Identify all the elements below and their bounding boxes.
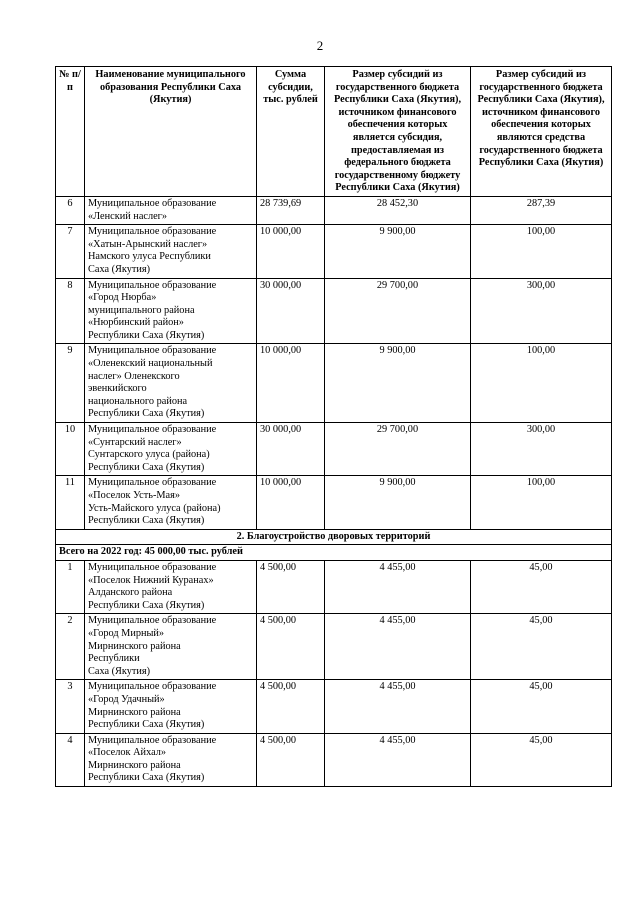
municipality-name bbox=[85, 614, 257, 680]
municipality-name-line: Алданского района bbox=[88, 587, 173, 599]
state-subsidy-amount: 29 700,00 bbox=[325, 423, 471, 476]
state-subsidy-amount: 4 455,00 bbox=[325, 560, 471, 613]
municipality-name-line: «Поселок Айхал» bbox=[88, 747, 167, 759]
table-body-part2 bbox=[56, 560, 612, 786]
municipality-name-line: «Город Мирный» bbox=[88, 627, 165, 639]
page-number: 2 bbox=[316, 38, 324, 53]
municipality-name-line: Республики Саха (Якутия) bbox=[88, 599, 205, 611]
header-sum: Сумма субсидии, тыс. рублей bbox=[257, 67, 325, 197]
regional-subsidy-amount: 100,00 bbox=[471, 225, 612, 278]
table-row bbox=[56, 278, 612, 344]
table-row bbox=[56, 225, 612, 278]
row-number: 4 bbox=[56, 733, 85, 786]
regional-subsidy-amount: 45,00 bbox=[471, 733, 612, 786]
row-number: 9 bbox=[56, 344, 85, 423]
subsidy-sum: 28 739,69 bbox=[257, 196, 325, 224]
table-row bbox=[56, 614, 612, 680]
row-number: 2 bbox=[56, 614, 85, 680]
table-body-part1 bbox=[56, 196, 612, 529]
state-subsidy-amount: 28 452,30 bbox=[325, 196, 471, 224]
row-number: 6 bbox=[56, 196, 85, 224]
subsidy-sum: 10 000,00 bbox=[257, 225, 325, 278]
municipality-name-line: Муниципальное образование bbox=[88, 681, 217, 693]
table-row bbox=[56, 344, 612, 423]
municipality-name bbox=[85, 733, 257, 786]
row-number: 10 bbox=[56, 423, 85, 476]
municipality-name-line: Муниципальное образование bbox=[88, 561, 217, 573]
municipality-name-line: Республики bbox=[88, 653, 140, 665]
regional-subsidy-amount: 300,00 bbox=[471, 423, 612, 476]
municipality-name-line: Муниципальное образование bbox=[88, 226, 217, 238]
municipality-name bbox=[85, 344, 257, 423]
municipality-name-line: Мирнинского района bbox=[88, 706, 181, 718]
subsidy-sum: 4 500,00 bbox=[257, 614, 325, 680]
municipality-name-line: Саха (Якутия) bbox=[88, 263, 151, 275]
municipality-name-line: Республики Саха (Якутия) bbox=[88, 719, 205, 731]
municipality-name-line: «Поселок Усть-Мая» bbox=[88, 490, 180, 501]
municipality-name-line: Муниципальное образование bbox=[88, 615, 217, 627]
municipality-name-line: Сунтарского улуса (района) bbox=[88, 449, 210, 461]
municipality-name-line: Республики Саха (Якутия) bbox=[88, 461, 205, 473]
table-header bbox=[56, 67, 612, 197]
state-subsidy-amount: 29 700,00 bbox=[325, 278, 471, 344]
municipality-name bbox=[85, 680, 257, 733]
municipality-name-line: эвенкийского bbox=[88, 383, 147, 395]
municipality-name-line: Муниципальное образование bbox=[88, 345, 217, 357]
state-subsidy-amount: 4 455,00 bbox=[325, 680, 471, 733]
section-2 bbox=[56, 529, 612, 560]
header-name: Наименование муниципального образования Республики Саха (Якутия) bbox=[85, 67, 257, 197]
municipality-name-line: Муниципальное образование bbox=[88, 279, 217, 291]
state-subsidy-amount: 9 900,00 bbox=[325, 225, 471, 278]
subsidy-sum: 4 500,00 bbox=[257, 733, 325, 786]
municipality-name-line: «Ленский наслег» bbox=[88, 210, 168, 222]
row-number: 7 bbox=[56, 225, 85, 278]
municipality-name-line: Мирнинского района bbox=[88, 759, 181, 771]
municipality-name-line: Саха (Якутия) bbox=[88, 665, 151, 677]
regional-subsidy-amount: 100,00 bbox=[471, 344, 612, 423]
municipality-name-line: национального района bbox=[88, 395, 188, 407]
subsidy-sum: 10 000,00 bbox=[257, 344, 325, 423]
section-total: Всего на 2022 год: 45 000,00 тыс. рублей bbox=[56, 545, 612, 561]
table-row bbox=[56, 733, 612, 786]
subsidy-sum: 4 500,00 bbox=[257, 680, 325, 733]
municipality-name-line: Муниципальное образование bbox=[88, 477, 217, 489]
row-number: 1 bbox=[56, 560, 85, 613]
table-row bbox=[56, 423, 612, 476]
regional-subsidy-amount: 45,00 bbox=[471, 560, 612, 613]
municipality-name bbox=[85, 278, 257, 344]
header-regional-subsidy: Размер субсидий из государственного бюджета Республики Саха (Якутия), источником финансового обеспечения которых являются средства государственного бюджета Республики Саха (Якутия) bbox=[471, 67, 612, 197]
subsidy-sum: 10 000,00 bbox=[257, 476, 325, 529]
section-title: 2. Благоустройство дворовых территорий bbox=[56, 529, 612, 545]
municipality-name-line: Намского улуса Республики bbox=[88, 251, 211, 263]
municipality-name-line: наслег» Оленекского bbox=[88, 370, 180, 382]
municipality-name-line: «Город Нюрба» bbox=[88, 292, 157, 304]
municipality-name-line: «Поселок Нижний Куранах» bbox=[88, 574, 214, 586]
municipality-name-line: «Оленекский национальный bbox=[88, 358, 213, 370]
municipality-name-line: муниципального района bbox=[88, 304, 195, 316]
row-number: 11 bbox=[56, 476, 85, 529]
municipality-name-line: Республики Саха (Якутия) bbox=[88, 408, 205, 420]
table-row bbox=[56, 560, 612, 613]
subsidy-sum: 30 000,00 bbox=[257, 278, 325, 344]
municipality-name-line: Муниципальное образование bbox=[88, 197, 217, 209]
municipality-name bbox=[85, 423, 257, 476]
municipality-name-line: Муниципальное образование bbox=[88, 734, 217, 746]
municipality-name bbox=[85, 476, 257, 529]
municipality-name-line: «Нюрбинский район» bbox=[88, 317, 184, 329]
municipality-name-line: Республики Саха (Якутия) bbox=[88, 772, 205, 784]
table-row bbox=[56, 680, 612, 733]
regional-subsidy-amount: 45,00 bbox=[471, 614, 612, 680]
regional-subsidy-amount: 300,00 bbox=[471, 278, 612, 344]
municipality-name-line: «Хатын-Арынский наслег» bbox=[88, 238, 208, 250]
header-num: № п/п bbox=[56, 67, 85, 197]
municipality-name-line: «Сунтарский наслег» bbox=[88, 436, 182, 448]
row-number: 3 bbox=[56, 680, 85, 733]
table-row bbox=[56, 476, 612, 529]
table-row bbox=[56, 196, 612, 224]
municipality-name-line: Республики Саха (Якутия) bbox=[88, 329, 205, 341]
subsidy-sum: 4 500,00 bbox=[257, 560, 325, 613]
municipality-name bbox=[85, 196, 257, 224]
municipality-name-line: Мирнинского района bbox=[88, 640, 181, 652]
municipality-name-line: Усть-Майского улуса (района) bbox=[88, 502, 221, 514]
regional-subsidy-amount: 100,00 bbox=[471, 476, 612, 529]
state-subsidy-amount: 4 455,00 bbox=[325, 614, 471, 680]
state-subsidy-amount: 9 900,00 bbox=[325, 476, 471, 529]
municipality-name-line: Муниципальное образование bbox=[88, 424, 217, 436]
subsidies-table bbox=[55, 66, 612, 787]
row-number: 8 bbox=[56, 278, 85, 344]
municipality-name-line: Республики Саха (Якутия) bbox=[88, 515, 205, 527]
subsidy-sum: 30 000,00 bbox=[257, 423, 325, 476]
municipality-name-line: «Город Удачный» bbox=[88, 693, 165, 705]
state-subsidy-amount: 9 900,00 bbox=[325, 344, 471, 423]
state-subsidy-amount: 4 455,00 bbox=[325, 733, 471, 786]
regional-subsidy-amount: 287,39 bbox=[471, 196, 612, 224]
header-state-subsidy: Размер субсидий из государственного бюджета Республики Саха (Якутия), источником финансового обеспечения которых является субсидия, предоставляемая из федерального бюджета государственному бюджету Республики Саха (Якутия) bbox=[325, 67, 471, 197]
municipality-name bbox=[85, 225, 257, 278]
regional-subsidy-amount: 45,00 bbox=[471, 680, 612, 733]
municipality-name bbox=[85, 560, 257, 613]
